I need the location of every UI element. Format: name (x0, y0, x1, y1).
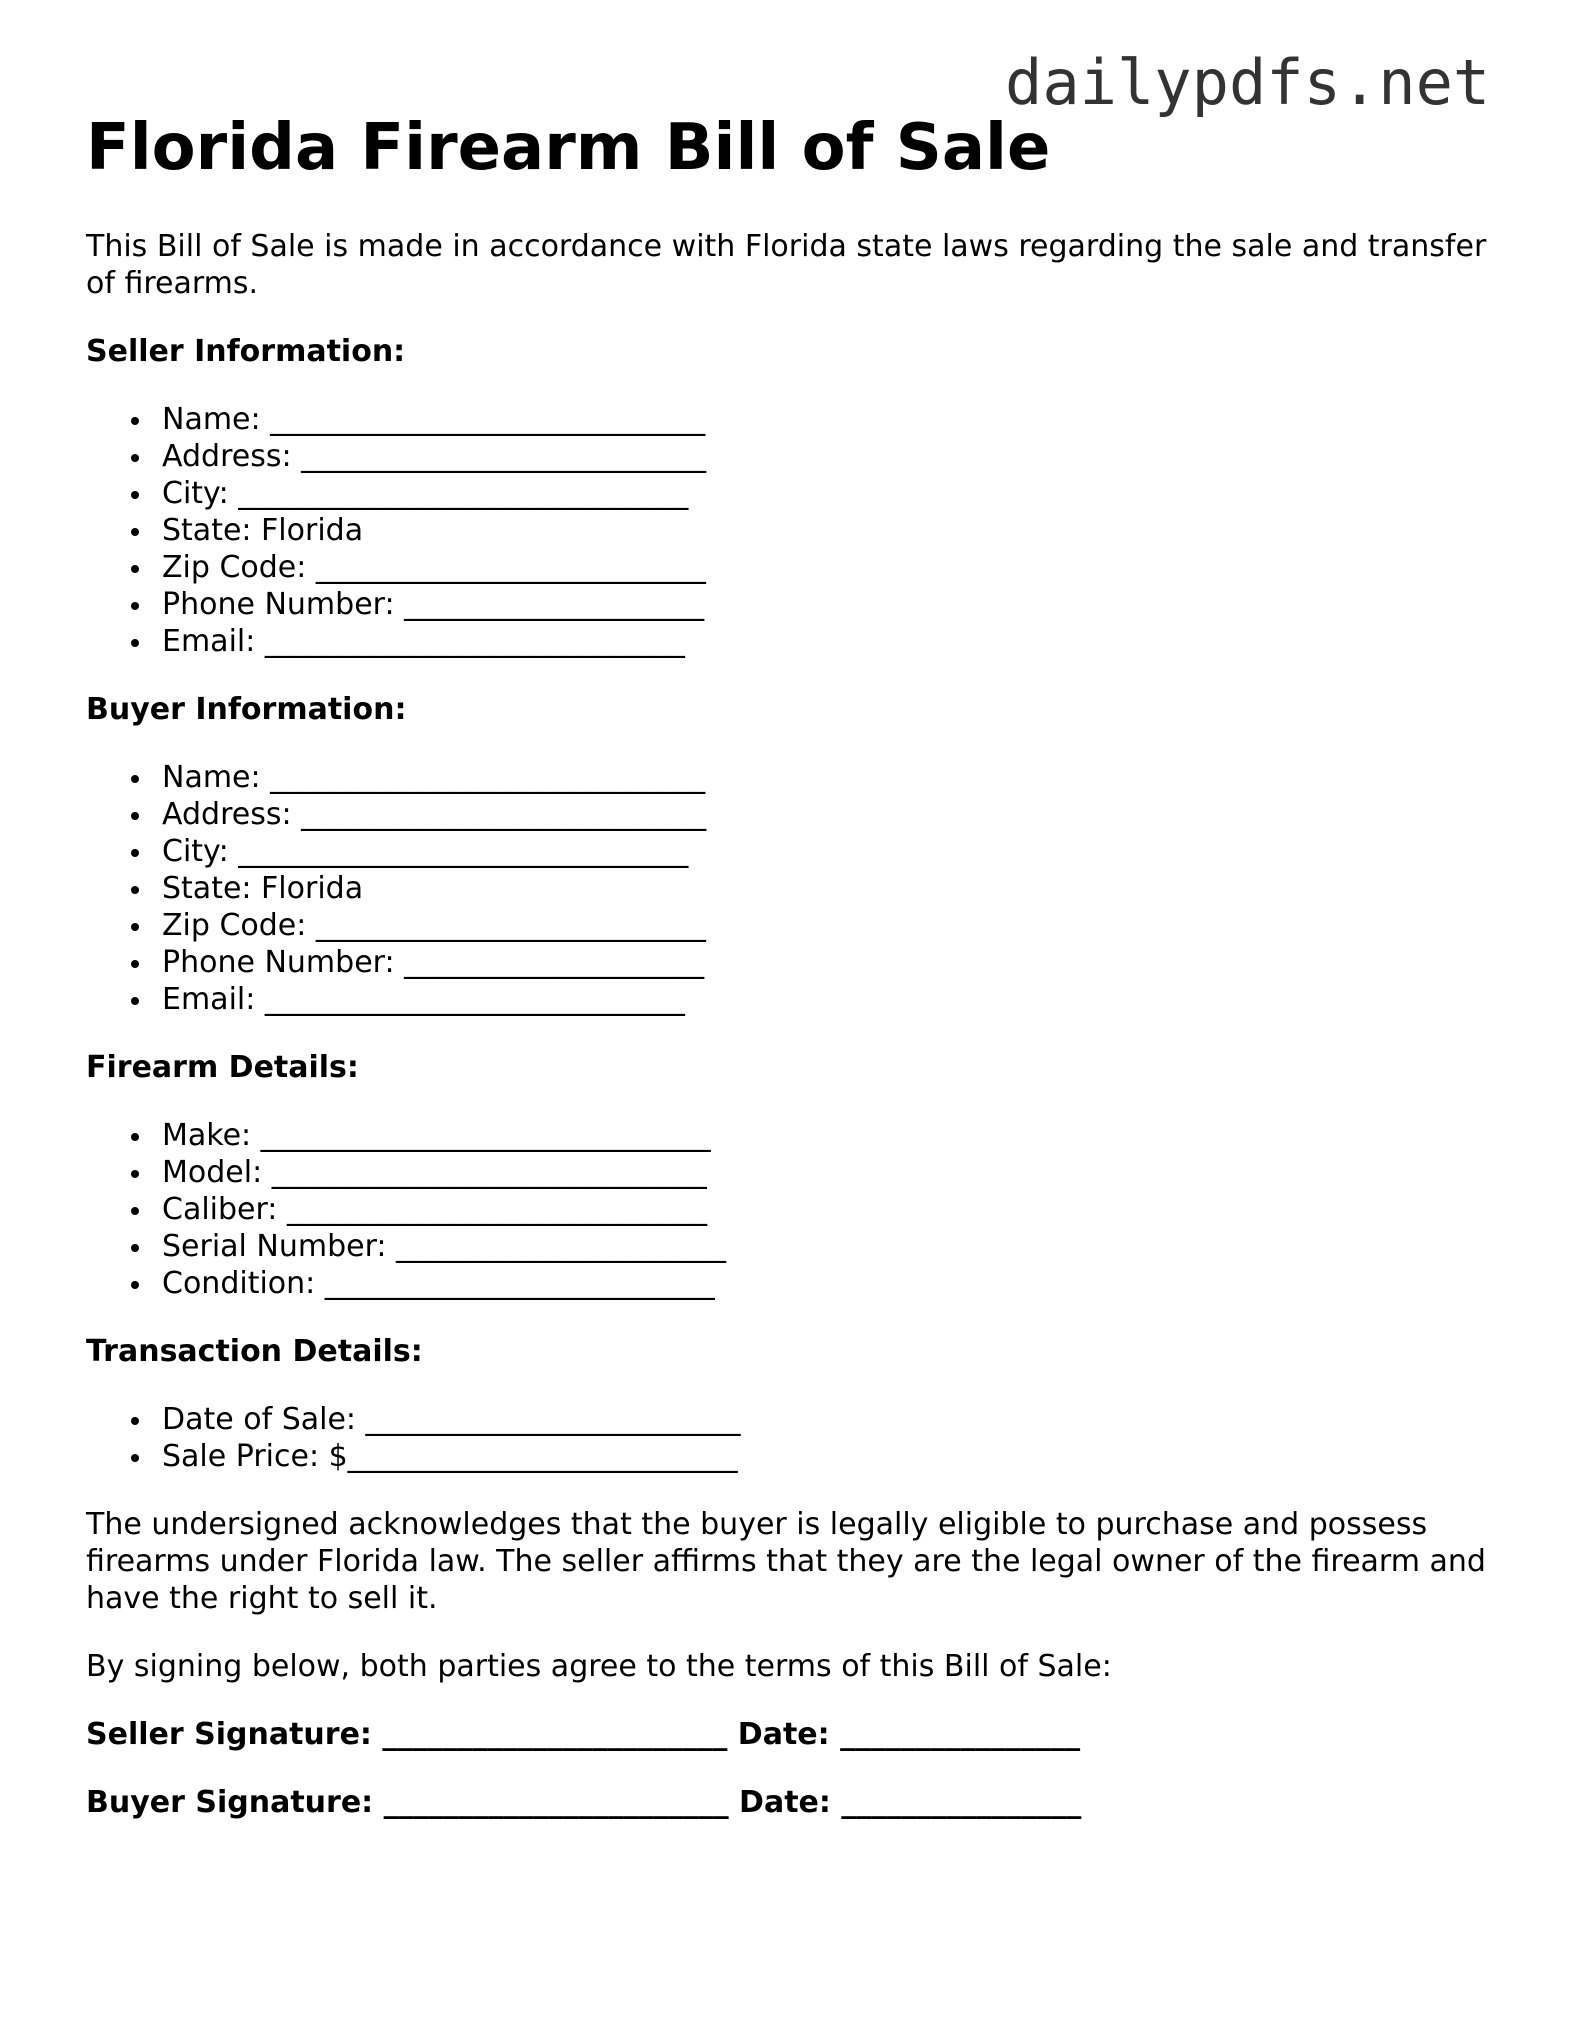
sale-price-field: Sale Price: $__________________________ (162, 1438, 1506, 1475)
date-of-sale-field: Date of Sale: _________________________ (162, 1401, 1506, 1438)
firearm-make-field: Make: ______________________________ (162, 1117, 1506, 1154)
buyer-phone-field: Phone Number: ____________________ (162, 944, 1506, 981)
seller-section-heading: Seller Information: (86, 334, 406, 369)
buyer-section-heading: Buyer Information: (86, 692, 407, 727)
agreement-paragraph: By signing below, both parties agree to the terms of this Bill of Sale: (86, 1649, 1112, 1684)
seller-city-field: City: ______________________________ (162, 475, 1506, 512)
firearm-model-field: Model: _____________________________ (162, 1154, 1506, 1191)
seller-zip-field: Zip Code: __________________________ (162, 549, 1506, 586)
firearm-serial-field: Serial Number: ______________________ (162, 1228, 1506, 1265)
transaction-section-heading: Transaction Details: (86, 1334, 423, 1369)
transaction-details-list (86, 1401, 1506, 1475)
firearm-caliber-field: Caliber: ____________________________ (162, 1191, 1506, 1228)
seller-name-field: Name: _____________________________ (162, 401, 1506, 438)
seller-signature-line: Seller Signature: _______________________ Date: ________________ (86, 1717, 1081, 1752)
acknowledgement-paragraph: The undersigned acknowledges that the buyer is legally eligible to purchase and possess firearms under Florida law. The seller affirms that they are the legal owner of the firearm and have the right to sell it. (86, 1507, 1486, 1616)
seller-email-field: Email: ____________________________ (162, 623, 1506, 660)
buyer-signature-line: Buyer Signature: _______________________ Date: ________________ (86, 1785, 1082, 1820)
buyer-city-field: City: ______________________________ (162, 833, 1506, 870)
firearm-details-list (86, 1117, 1506, 1302)
buyer-name-field: Name: _____________________________ (162, 759, 1506, 796)
buyer-info-list (86, 759, 1506, 1018)
seller-phone-field: Phone Number: ____________________ (162, 586, 1506, 623)
watermark: dailypdfs.net (1005, 46, 1491, 119)
buyer-state-field: State: Florida (162, 870, 1506, 907)
page-title: Florida Firearm Bill of Sale (86, 111, 1051, 185)
buyer-zip-field: Zip Code: __________________________ (162, 907, 1506, 944)
buyer-address-field: Address: ___________________________ (162, 796, 1506, 833)
buyer-email-field: Email: ____________________________ (162, 981, 1506, 1018)
intro-paragraph: This Bill of Sale is made in accordance with Florida state laws regarding the sale and transfer of firearms. (86, 229, 1487, 301)
firearm-section-heading: Firearm Details: (86, 1050, 359, 1085)
firearm-condition-field: Condition: __________________________ (162, 1265, 1506, 1302)
seller-state-field: State: Florida (162, 512, 1506, 549)
seller-address-field: Address: ___________________________ (162, 438, 1506, 475)
seller-info-list (86, 401, 1506, 660)
document-body (86, 108, 1506, 1821)
